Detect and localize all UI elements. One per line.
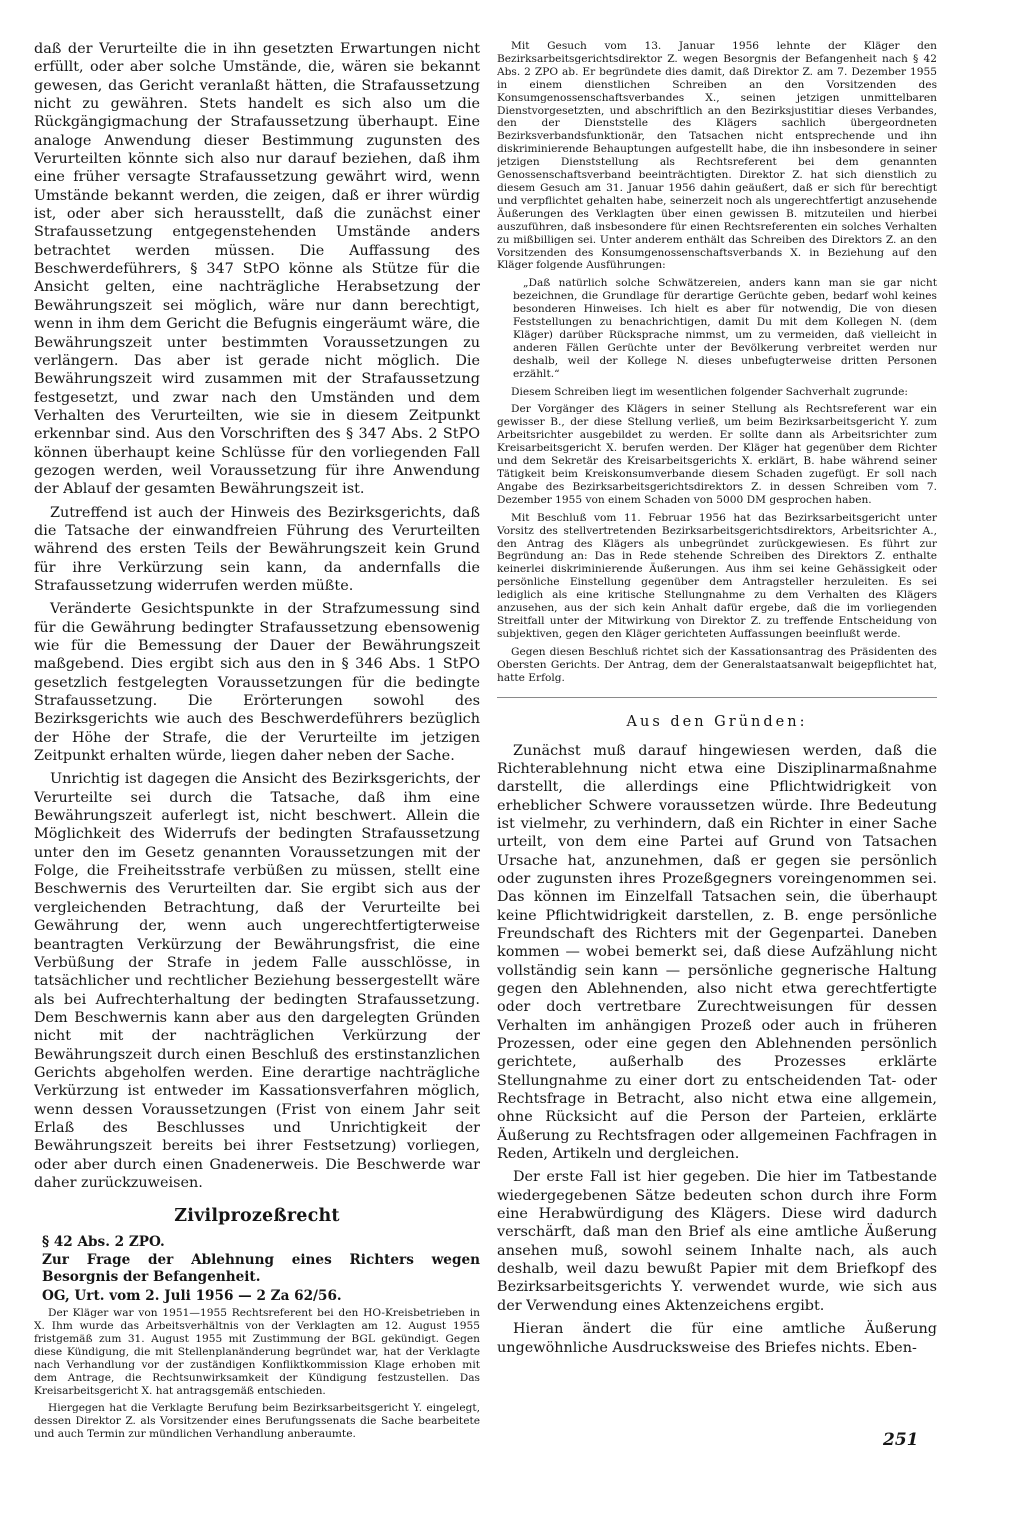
- paragraph: Der erste Fall ist hier gegeben. Die hier im Tatbestande wiedergegebenen Sätze bedeuten schon durch ihre Form eine Herabwürdigung des Klägers. Diese wird dadurch verschärft, daß man den Brief als eine amtliche Äußerung ansehen muß, sowohl seinem Inhalte nach, als auch deshalb, weil dazu bewußt Papier mit dem Briefkopf des Bezirksarbeitsgerichts Y. verwendet wurde, wie sich aus der Verwendung eines Aktenzeichens ergibt.: [497, 1169, 937, 1314]
- reasons-heading: Aus den Gründen:: [626, 713, 808, 730]
- facts-paragraph: Diesem Schreiben liegt im wesentlichen folgender Sachverhalt zugrunde:: [511, 385, 908, 398]
- reasons-text: [497, 742, 937, 1357]
- facts-paragraph: Mit Gesuch vom 13. Januar 1956 lehnte der Kläger den Bezirksarbeitsgerichtsdirektor Z. wegen Besorgnis der Befangenheit nach § 42 Abs. 2 ZPO ab. Er begründete dies damit, daß Direktor Z. am 7. Dezember 1955 in einem dienstlichen Schreiben an den Vorsitzenden des Konsumgenossenschaftsverbandes X., seinen jetzigen unmittelbaren Dienstvorgesetzten, und abschriftlich an den Bezirksjustitiar dieses Verbandes, den der Dienststelle des Klägers sachlich übergeordneten Bezirksverbandsfunktionär, den Tatsachen nicht entsprechende und ihn diskriminierende Behauptungen aufgestellt habe, die ihn insbesondere in seiner jetzigen Dienststellung als Rechtsreferent bei dem genannten Genossenschaftsverband beeinträchtigten. Direktor Z. hat sich dienstlich zu diesem Gesuch am 31. Januar 1956 dahin geäußert, daß er sich für berechtigt und verpflichtet gehalten habe, seinerzeit noch als ungerechtfertigt anzusehende Äußerungen des Verklagten über einen gewissen B. mitzuteilen und hierbei auszuführen, daß insbesondere für einen Rechtsreferenten ein solches Verhalten zu mißbilligen sei. Unter anderem enthält das Schreiben des Direktors Z. an den Vorsitzenden des Konsumgenossenschaftsverbands X. in Beziehung auf den Kläger folgende Ausführungen:: [497, 40, 937, 272]
- facts-text-right: [497, 40, 937, 685]
- case-citation: OG, Urt. vom 2. Juli 1956 — 2 Za 62/56.: [42, 1288, 342, 1305]
- paragraph: daß der Verurteilte die in ihn gesetzten Erwartungen nicht erfüllt, oder aber solche Umstände, die, wären sie bekannt gewesen, das Gericht veranlaßt hätten, die Strafaussetzung nicht zu gewähren. Stets handelt es sich also um die Rückgängigmachung der Strafaussetzung überhaupt. Eine analoge Anwendung dieser Bestimmung zugunsten des Verurteilten könnte sich also nur darauf beziehen, daß ihm eine früher versagte Strafaussetzung gewährt wird, wenn Umstände bekannt werden, die zeigen, daß er ihrer würdig ist, oder aber sich herausstellt, daß die zunächst einer Strafaussetzung entgegenstehenden Umstände anders betrachtet werden müssen. Die Auffassung des Beschwerdeführers, § 347 StPO könne als Stütze für die Ansicht gelten, eine nachträgliche Herabsetzung der Bewährungszeit sei möglich, wäre nur dann berechtigt, wenn in ihm dem Gericht die Befugnis eingeräumt wäre, die Bewährungszeit unter bestimmten Voraussetzungen zu verlängern. Das aber ist gerade nicht möglich. Die Bewährungszeit wird zusammen mit der Strafaussetzung festgesetzt, und zwar nach den Umständen und dem Verhalten des Verurteilten, wie sie in diesem Zeitpunkt erkennbar sind. Aus den Vorschriften des § 347 Abs. 2 StPO können überhaupt keine Schlüsse für den vorliegenden Fall gezogen werden, weil Voraussetzung für ihre Anwendung der Ablauf der gesamten Bewährungszeit ist.: [34, 41, 480, 498]
- headnote: Zur Frage der Ablehnung eines Richters wegen Besorgnis der Befangenheit.: [42, 1252, 480, 1285]
- left-column: [34, 40, 480, 1480]
- quote-text: „Daß natürlich solche Schwätzereien, anders kann man sie gar nicht bezeichnen, die Grundlage für derartige Gerüchte geben, bedarf wohl keines besonderen Hinweises. Ich hielt es aber für notwendig, Die von diesen Feststellungen zu benachrichtigen, damit Du mit dem Kollegen N. (dem Kläger) darüber Rücksprache nimmst, um zu vermeiden, daß vielleicht in anderen Fällen Gerüchte unter der Bevölkerung verbreitet werden nur deshalb, weil der Kollege N. dieses unbefugterweise dritten Personen erzählt.“: [513, 277, 937, 380]
- paragraph: Zunächst muß darauf hingewiesen werden, daß die Richterablehnung nicht etwa eine Disziplinarmaßnahme darstellt, die allerdings eine Pflichtwidrigkeit von erheblicher Schwere voraussetzen würde. Ihre Bedeutung ist vielmehr, zu verhindern, daß ein Richter in einer Sache urteilt, von dem eine Partei auf Grund von Tatsachen Ursache hat, anzunehmen, daß er gegen sie persönlich oder zugunsten ihres Prozeßgegners voreingenommen sei. Das können im Einzelfall Tatsachen sein, die überhaupt keine Pflichtwidrigkeit darstellen, z. B. enge persönliche Freundschaft des Richters mit der Gegenpartei. Daneben kommen — wobei bemerkt sei, daß diese Aufzählung nicht vollständig sein kann — persönliche gegnerische Haltung gegen den Ablehnenden, also nicht etwa gerechtfertigte oder doch vertretbare Zurechtweisungen für dessen Verhalten im anhängigen Prozeß oder auch in früheren Prozessen, oder eine gegen den Ablehnenden persönlich gerichtete, außerhalb des Prozesses erklärte Stellungnahme zu einer dort zu entscheidenden Tat- oder Rechtsfrage in Betracht, also nicht etwa eine allgemein, ohne Rücksicht auf die Person der Parteien, erklärte Äußerung zu Rechtsfragen oder allgemeinen Fachfragen in Reden, Artikeln und dergleichen.: [497, 742, 937, 1163]
- right-column: [497, 40, 937, 1480]
- facts-text-left: [34, 1307, 480, 1441]
- facts-paragraph: Hiergegen hat die Verklagte Berufung beim Bezirksarbeitsgericht Y. eingelegt, dessen Direktor Z. als Vorsitzender eines Berufungssenats die Sache bearbeitete und auch Termin zur mündlichen Verhandlung anberaumte.: [34, 1402, 480, 1441]
- block-quote: [513, 277, 937, 380]
- page-number: 251: [883, 1430, 919, 1450]
- paragraph: Hieran ändert die für eine amtliche Äußerung ungewöhnliche Ausdrucksweise des Briefes nichts. Eben-: [497, 1321, 937, 1356]
- facts-paragraph: Der Kläger war von 1951—1955 Rechtsreferent bei den HO-Kreisbetrieben in X. Ihm wurde das Arbeitsverhältnis von der Verklagten am 12. August 1955 fristgemäß zum 31. August 1955 mit Zustimmung der BGL gekündigt. Gegen diese Kündigung, die mit Stellenplanänderung begründet war, hat der Verklagte nach Verhandlung vor der zuständigen Konfliktkommission Klage erhoben mit dem Antrage, die Rechtsunwirksamkeit der Kündigung festzustellen. Das Kreisarbeitsgericht X. hat antragsgemäß entschieden.: [34, 1307, 480, 1397]
- section-heading: Zivilprozeßrecht: [174, 1206, 340, 1227]
- facts-paragraph: Der Vorgänger des Klägers in seiner Stellung als Rechtsreferent war ein gewisser B., der diese Stellung verließ, um beim Bezirksarbeitsgericht Y. zum Arbeitsrichter ausgebildet zu werden. Er sollte dann als Arbeitsrichter zum Kreisarbeitsgericht X. berufen werden. Der Kläger hat gegenüber dem Richter und dem Sekretär des Kreisarbeitsgerichts X. erklärt, B. habe während seiner Tätigkeit beim Kreiskonsumverbande diesem Schaden zugefügt. Er soll nach Angabe des Bezirksarbeitsgerichtsdirektors Z. in dessen Schreiben vom 7. Dezember 1955 von einem Schaden von 5000 DM gesprochen haben.: [497, 403, 937, 506]
- left-body-text: [34, 40, 480, 1192]
- facts-paragraph: Mit Beschluß vom 11. Februar 1956 hat das Bezirksarbeitsgericht unter Vorsitz des stellvertretenden Bezirksarbeitsgerichtsdirektors, Arbeitsrichter A., den Antrag des Klägers als unbegründet zurückgewiesen. Es führt zur Begründung an: Das in Rede stehende Schreiben des Direktors Z. enthalte keinerlei diskriminierende Äußerungen. Aus ihm sei keine Gehässigkeit oder persönliche Einstellung gegenüber dem Antragsteller herzuleiten. Es sei lediglich als eine kritische Stellungnahme zu dem Verhalten des Klägers anzusehen, aus der sich kein Anhalt dafür ergebe, daß die im vorliegenden Streitfall unter der Mitwirkung von Direktor Z. zu treffende Entscheidung von subjektiven, gegen den Kläger gerichteten Auffassungen beeinflußt werde.: [497, 511, 937, 640]
- divider: [497, 697, 937, 698]
- paragraph: Unrichtig ist dagegen die Ansicht des Bezirksgerichts, der Verurteilte sei durch die Tatsache, daß ihm eine Bewährungszeit auferlegt ist, nicht beschwert. Allein die Möglichkeit des Widerrufs der bedingten Strafaussetzung unter den im Gesetz genannten Voraussetzungen mit der Folge, die Freiheitsstrafe verbüßen zu müssen, stellt eine Beschwernis des Verurteilten dar. Sie ergibt sich aus der vergleichenden Betrachtung, daß der Verurteilte bei Gewährung der, wenn auch ungerechtfertigterweise beantragten Verkürzung der Bewährungsfrist, die eine Verbüßung der Strafe in jedem Falle ausschlösse, in tatsächlicher und rechtlicher Beziehung bessergestellt wäre als bei Aufrechterhaltung der bedingten Strafaussetzung. Dem Beschwernis kann aber aus den dargelegten Gründen nicht mit der nachträglichen Verkürzung der Bewährungszeit durch einen Beschluß des erstinstanzlichen Gerichts abgeholfen werden. Eine derartige nachträgliche Verkürzung ist entweder im Kassationsverfahren möglich, wenn dessen Voraussetzungen (Frist von einem Jahr seit Erlaß des Beschlusses und Unrichtigkeit der Bewährungszeit bereits bei ihrer Festsetzung) vorliegen, oder aber durch einen Gnadenerweis. Die Beschwerde war daher zurückzuweisen.: [34, 771, 480, 1191]
- facts-paragraph: Gegen diesen Beschluß richtet sich der Kassationsantrag des Präsidenten des Obersten Gerichts. Der Antrag, dem der Generalstaatsanwalt beigepflichtet hat, hatte Erfolg.: [497, 645, 937, 684]
- norm-reference: § 42 Abs. 2 ZPO.: [42, 1234, 165, 1251]
- paragraph: Veränderte Gesichtspunkte in der Strafzumessung sind für die Gewährung bedingter Strafaussetzung ebensowenig wie für die Bemessung der Dauer der Bewährungszeit maßgebend. Dies ergibt sich aus den in § 346 Abs. 1 StPO gesetzlich festgelegten Voraussetzungen für die bedingte Strafaussetzung. Die Erörterungen sowohl des Bezirksgerichts wie auch des Beschwerdeführers bezüglich der Höhe der Strafe, die der Verurteilte im jetzigen Zeitpunkt erhalten würde, liegen daher neben der Sache.: [34, 601, 480, 765]
- paragraph: Zutreffend ist auch der Hinweis des Bezirksgerichts, daß die Tatsache der einwandfreien Führung des Verurteilten während des ersten Teils der Bewährungszeit kein Grund für ihre Verkürzung sein kann, da andernfalls die Strafaussetzung widerrufen werden müßte.: [34, 504, 480, 594]
